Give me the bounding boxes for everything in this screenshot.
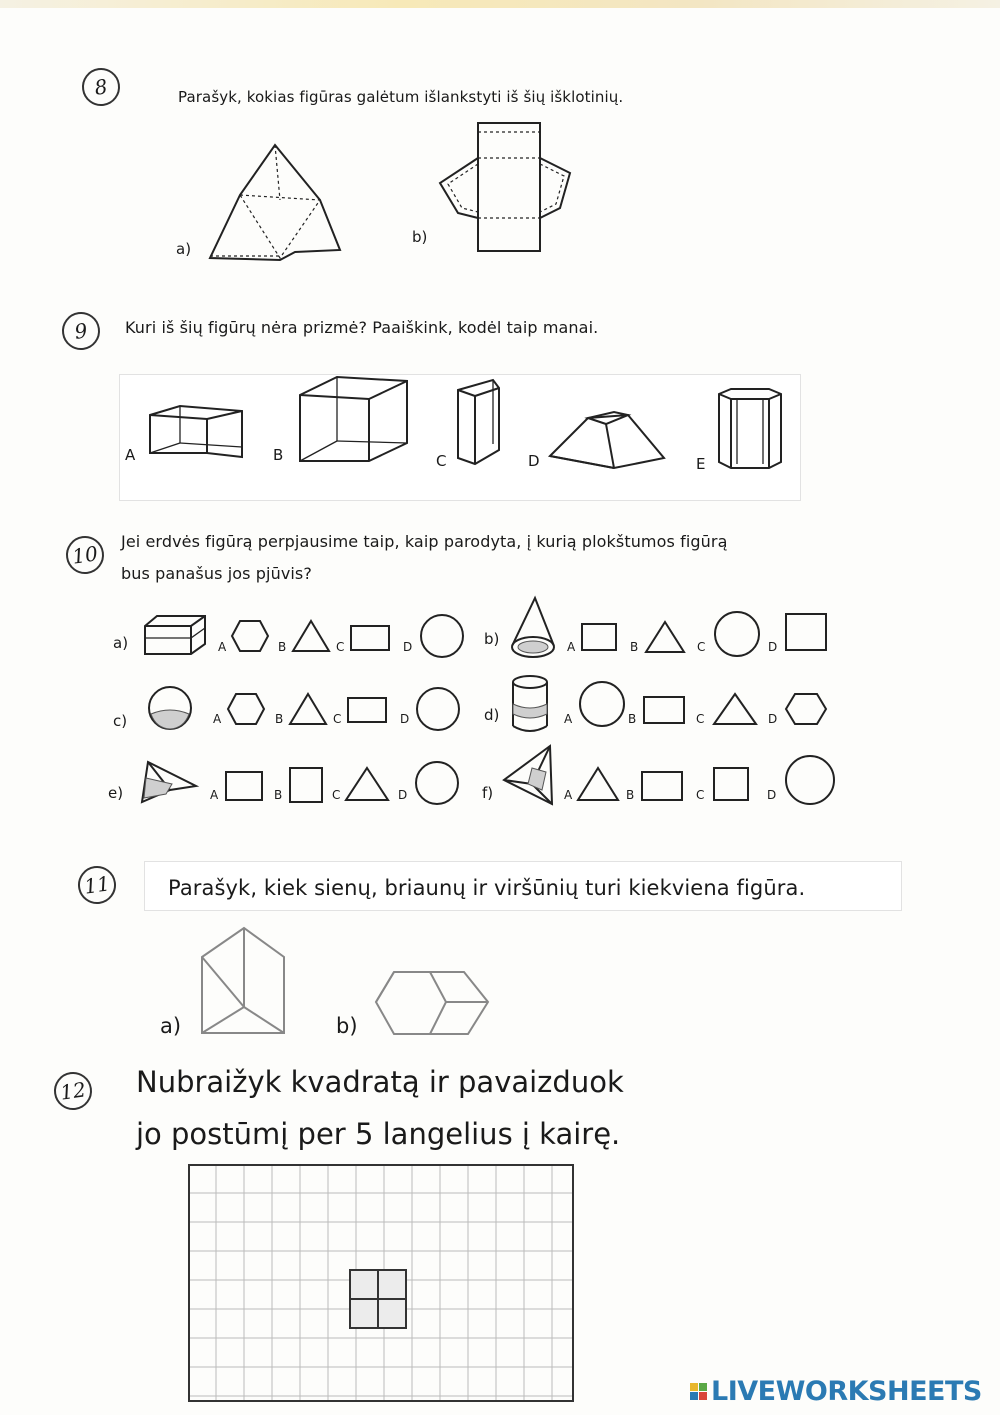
- exercise-10-label-a: a): [113, 634, 129, 652]
- rectangle-option-a-C[interactable]: [349, 624, 391, 652]
- triangle-option-d-C[interactable]: [712, 692, 758, 726]
- exercise-10-a-option-B[interactable]: B: [278, 640, 287, 654]
- rectangle-option-f-B[interactable]: [640, 770, 684, 802]
- circle-option-a-D[interactable]: [419, 613, 465, 659]
- exercise-9-label-C: C: [436, 452, 447, 470]
- exercise-11-number: 11: [76, 864, 119, 907]
- hexagonal-prism-lying-figure: [372, 968, 492, 1038]
- hexagon-option-a-A[interactable]: [230, 619, 270, 653]
- exercise-10-question-line1: Jei erdvės figūrą perpjausime taip, kaip parodyta, į kurią plokštumos figūrą: [121, 532, 728, 551]
- tetrahedron-net-figure: [200, 140, 345, 265]
- exercise-11-label-a: a): [160, 1014, 182, 1038]
- exercise-10-label-c: c): [113, 712, 128, 730]
- exercise-9-question: Kuri iš šių figūrų nėra prizmė? Paaiškink, kodėl taip manai.: [125, 318, 599, 337]
- hexagonal-prism-E-figure: [715, 388, 785, 472]
- exercise-10-d-option-D[interactable]: D: [768, 712, 778, 726]
- exercise-12-question-line2: jo postūmį per 5 langelius į kairę.: [136, 1117, 621, 1151]
- square-option-b-A[interactable]: [580, 622, 618, 652]
- rectangle-option-e-A[interactable]: [224, 770, 264, 802]
- cylinder-cut-figure: [510, 674, 550, 734]
- cube-cut-figure: [143, 614, 207, 656]
- triangle-option-a-B[interactable]: [291, 619, 331, 653]
- exercise-11-label-b: b): [336, 1014, 358, 1038]
- cone-cut-figure: [508, 596, 558, 660]
- exercise-10-d-option-C[interactable]: C: [696, 712, 705, 726]
- exercise-10-f-option-B[interactable]: B: [626, 788, 635, 802]
- exercise-10-a-option-A[interactable]: A: [218, 640, 227, 654]
- exercise-9-number: 9: [60, 310, 103, 353]
- square-option-b-D[interactable]: [784, 612, 828, 652]
- circle-option-d-A[interactable]: [577, 680, 627, 728]
- rectangle-option-d-B[interactable]: [642, 695, 686, 725]
- exercise-10-e-option-C[interactable]: C: [332, 788, 341, 802]
- triangle-option-e-C[interactable]: [344, 766, 390, 802]
- exercise-10-a-option-D[interactable]: D: [403, 640, 413, 654]
- exercise-10-b-option-B[interactable]: B: [630, 640, 639, 654]
- hexagon-option-c-A[interactable]: [226, 692, 266, 726]
- exercise-8-question: Parašyk, kokias figūras galėtum išlankstyti iš šių išklotinių.: [178, 88, 624, 106]
- circle-option-b-C[interactable]: [712, 610, 762, 658]
- exercise-8-label-b: b): [412, 228, 428, 246]
- circle-option-c-D[interactable]: [415, 686, 461, 732]
- pyramid-cut-figure: [140, 758, 198, 806]
- prism-net-figure: [438, 118, 573, 253]
- exercise-10-f-option-C[interactable]: C: [696, 788, 705, 802]
- square-option-f-C[interactable]: [712, 766, 750, 802]
- circle-option-f-D[interactable]: [784, 754, 836, 806]
- prism-B-figure: [297, 375, 409, 463]
- circle-option-e-D[interactable]: [413, 760, 461, 806]
- exercise-10-c-option-A[interactable]: A: [213, 712, 222, 726]
- exercise-10-b-option-D[interactable]: D: [768, 640, 778, 654]
- exercise-9-label-E: E: [696, 455, 706, 473]
- prism-A-figure: [145, 405, 245, 460]
- exercise-8-label-a: a): [176, 240, 192, 258]
- prism-C-figure: [455, 378, 503, 468]
- exercise-10-a-option-C[interactable]: C: [336, 640, 345, 654]
- scan-top-edge: [0, 0, 1000, 8]
- rectangle-option-c-C[interactable]: [346, 696, 388, 724]
- square-option-e-B[interactable]: [288, 766, 324, 804]
- exercise-10-c-option-B[interactable]: B: [275, 712, 284, 726]
- exercise-10-d-option-A[interactable]: A: [564, 712, 573, 726]
- exercise-10-number: 10: [64, 534, 107, 577]
- exercise-8-number: 8: [80, 66, 123, 109]
- hexagon-option-d-D[interactable]: [784, 692, 828, 726]
- liveworksheets-logo-text: LIVEWORKSHEETS: [711, 1376, 982, 1407]
- sphere-cut-figure: [146, 684, 194, 732]
- exercise-9-label-D: D: [528, 452, 540, 470]
- triangular-prism-figure: [198, 925, 288, 1037]
- exercise-10-b-option-C[interactable]: C: [697, 640, 706, 654]
- drawing-grid[interactable]: [188, 1164, 574, 1402]
- exercise-10-d-option-B[interactable]: B: [628, 712, 637, 726]
- exercise-10-e-option-A[interactable]: A: [210, 788, 219, 802]
- tetrahedron-cut-figure: [502, 744, 554, 806]
- exercise-11-question: Parašyk, kiek sienų, briaunų ir viršūnių turi kiekviena figūra.: [168, 876, 806, 900]
- liveworksheets-logo-icon: [690, 1383, 707, 1400]
- exercise-10-question-line2: bus panašus jos pjūvis?: [121, 564, 312, 583]
- exercise-10-f-option-D[interactable]: D: [767, 788, 777, 802]
- exercise-10-label-e: e): [108, 784, 124, 802]
- liveworksheets-logo: [690, 1376, 982, 1407]
- exercise-9-label-A: A: [125, 446, 136, 464]
- exercise-10-f-option-A[interactable]: A: [564, 788, 573, 802]
- exercise-10-e-option-D[interactable]: D: [398, 788, 408, 802]
- exercise-12-number: 12: [52, 1070, 95, 1113]
- exercise-10-label-d: d): [484, 706, 500, 724]
- exercise-10-c-option-C[interactable]: C: [333, 712, 342, 726]
- triangle-option-b-B[interactable]: [644, 620, 686, 654]
- exercise-10-label-f: f): [482, 784, 494, 802]
- exercise-10-label-b: b): [484, 630, 500, 648]
- exercise-10-e-option-B[interactable]: B: [274, 788, 283, 802]
- exercise-10-b-option-A[interactable]: A: [567, 640, 576, 654]
- exercise-10-c-option-D[interactable]: D: [400, 712, 410, 726]
- triangle-option-f-A[interactable]: [576, 766, 620, 802]
- exercise-9-label-B: B: [273, 446, 284, 464]
- frustum-D-figure: [548, 410, 668, 472]
- exercise-12-question-line1: Nubraižyk kvadratą ir pavaizduok: [136, 1065, 624, 1099]
- triangle-option-c-B[interactable]: [288, 692, 328, 726]
